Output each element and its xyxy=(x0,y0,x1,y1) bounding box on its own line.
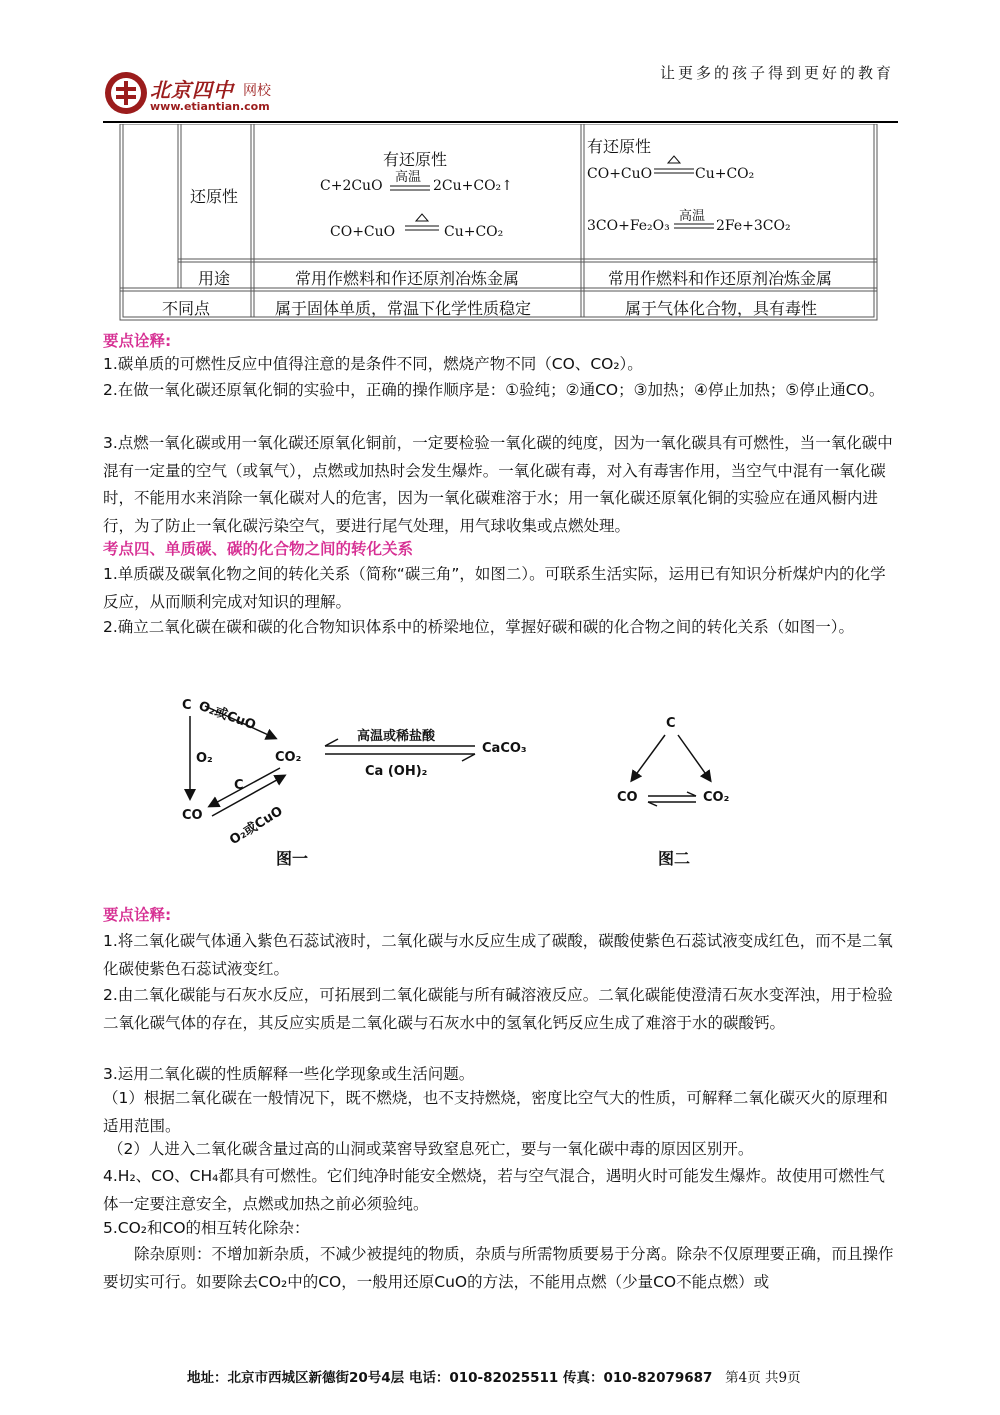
section3-p6: 4.H₂、CO、CH₄都具有可燃性。它们纯净时能安全燃烧，若与空气混合，遇明火时可能发生爆炸。故使用可燃性气体一定要注意安全，点燃或加热之前必须验纯。 xyxy=(103,1167,885,1213)
logo-url: www.etiantian.com xyxy=(150,100,270,113)
diff-right: 属于气体化合物，具有毒性 xyxy=(625,299,818,318)
fig2-c: C xyxy=(666,716,676,731)
right-eq2-product: 2Fe+3CO₂ xyxy=(716,218,791,234)
right-eq2-reactant: 3CO+Fe₂O₃ xyxy=(587,218,670,234)
section1-p3: 3.点燃一氧化碳或用一氧化碳还原氧化铜前，一定要检验一氧化碳的纯度，因为一氧化碳具有可燃性，当一氧化碳中混有一定量的空气（或氧气），点燃或加热时会发生爆炸。一氧化碳有毒，对入有毒害作用，当空气中混有一氧化碳时，不能用水来消除一氧化碳对人的危害，因为一氧化碳难溶于水；用一氧化碳还原氧化铜的实验应在通风橱内进行，为了防止一氧化碳污染空气，要进行尾气处理，用气球收集或点燃处理。 xyxy=(103,434,893,535)
section3-p4: （1）根据二氧化碳在一般情况下，既不燃烧，也不支持燃烧，密度比空气大的性质，可解释二氧化碳灭火的原理和适用范围。 xyxy=(103,1089,888,1135)
fig1-o2-or-cuo-bottom: O₂或CuO xyxy=(227,803,286,849)
section3-p2: 2.由二氧化碳能与石灰水反应，可拓展到二氧化碳能与所有碱溶液反应。二氧化碳能使澄清石灰水变浑浊，用于检验二氧化碳气体的存在，其反应实质是二氧化碳与石灰水中的氢氧化钙反应生成了难溶于水的碳酸钙。 xyxy=(103,986,893,1032)
figure2-caption: 图二 xyxy=(658,849,691,868)
fig2-co2: CO₂ xyxy=(703,790,730,805)
section1-heading: 要点诠释: xyxy=(103,332,172,350)
left-eq1-equals xyxy=(390,184,430,192)
figure1-caption: 图一 xyxy=(276,849,309,868)
fig1-o2-left: O₂ xyxy=(196,751,213,766)
slogan: 让更多的孩子得到更好的教育 xyxy=(660,64,895,82)
arrow-head-to-co2 xyxy=(325,739,338,746)
arrow-co2-to-co xyxy=(210,768,280,806)
fig1-high-temp-acid: 高温或稀盐酸 xyxy=(357,729,436,744)
section3-p8: 除杂原则：不增加新杂质，不减少被提纯的物质，杂质与所需物质要易于分离。除杂不仅原理要正确，而且操作要切实可行。如要除去CO₂中的CO，一般用还原CuO的方法，不能用点燃（少量CO不能点燃）或 xyxy=(103,1245,894,1291)
left-title: 有还原性 xyxy=(383,150,448,169)
section3-p1: 1.将二氧化碳气体通入紫色石蕊试液时，二氧化碳与水反应生成了碳酸，碳酸使紫色石蕊试液变成红色，而不是二氧化碳使紫色石蕊试液变红。 xyxy=(103,932,893,978)
footer-page: 第4页 共9页 xyxy=(725,1370,801,1386)
row-label-diff: 不同点 xyxy=(162,299,211,318)
footer-address: 地址：北京市西城区新德街20号4层 电话：010-82025511 传真：010-82079687 xyxy=(187,1370,713,1386)
fig1-c-mid: C xyxy=(234,778,244,793)
logo-name: 北京四中 xyxy=(150,78,234,102)
section1-p2: 2.在做一氧化碳还原氧化铜的实验中，正确的操作顺序是：①验纯；②通CO；③加热；④停止加热；⑤停止通CO。 xyxy=(103,381,885,399)
right-eq2-condition: 高温 xyxy=(679,209,706,224)
right-eq2-equals xyxy=(674,222,714,230)
logo-net: 网校 xyxy=(243,83,271,99)
right-eq1-product: Cu+CO₂ xyxy=(695,166,755,182)
section2-heading: 考点四、单质碳、碳的化合物之间的转化关系 xyxy=(103,540,414,558)
left-eq2-reactant: CO+CuO xyxy=(330,224,396,240)
left-eq1-reactant: C+2CuO xyxy=(320,178,383,194)
fig2-co: CO xyxy=(617,790,638,805)
arrow-head-to-caco3 xyxy=(462,754,475,761)
use-left: 常用作燃料和作还原剂冶炼金属 xyxy=(295,269,520,288)
section2-p2: 2.确立二氧化碳在碳和碳的化合物知识体系中的桥梁地位，掌握好碳和碳的化合物之间的转化关系（如图一）。 xyxy=(103,618,855,636)
diff-left: 属于固体单质，常温下化学性质稳定 xyxy=(275,299,532,318)
section3-p5: （2）人进入二氧化碳含量过高的山洞或菜窖导致窒息死亡，要与一氧化碳中毒的原因区别开。 xyxy=(108,1140,754,1158)
section1-p1: 1.碳单质的可燃性反应中值得注意的是条件不同，燃烧产物不同（CO、CO₂）。 xyxy=(103,355,643,373)
fig1-c: C xyxy=(182,698,192,713)
header-rule xyxy=(103,121,898,123)
right-title: 有还原性 xyxy=(587,137,652,156)
left-eq1-condition: 高温 xyxy=(395,170,422,185)
right-eq1-heat-equals xyxy=(654,154,694,176)
left-eq2-heat-equals xyxy=(405,212,439,234)
row-label-reducing: 还原性 xyxy=(190,187,239,206)
arrow-c-to-co-fig2 xyxy=(632,735,665,780)
fig1-co: CO xyxy=(182,808,203,823)
section3-heading: 要点诠释: xyxy=(103,906,172,924)
section3-p7: 5.CO₂和CO的相互转化除杂： xyxy=(103,1219,310,1237)
left-eq2-product: Cu+CO₂ xyxy=(444,224,504,240)
arrow-c-to-co2-fig2 xyxy=(678,735,710,780)
fig1-co2: CO₂ xyxy=(275,750,302,765)
fig1-o2-or-cuo-top: O₂或CuO xyxy=(196,698,258,734)
fig1-caco3: CaCO₃ xyxy=(482,741,527,756)
footer xyxy=(187,1366,801,1386)
use-right: 常用作燃料和作还原剂冶炼金属 xyxy=(608,269,833,288)
school-logo-icon xyxy=(103,70,149,116)
fig1-caoh2: Ca (OH)₂ xyxy=(365,764,428,779)
row-label-use: 用途 xyxy=(198,269,231,288)
section3-p3: 3.运用二氧化碳的性质解释一些化学现象或生活问题。 xyxy=(103,1065,475,1083)
left-eq1-product: 2Cu+CO₂↑ xyxy=(433,178,513,194)
section2-p1: 1.单质碳及碳氧化物之间的转化关系（简称“碳三角”，如图二）。可联系生活实际，运用已有知识分析煤炉内的化学反应，从而顺利完成对知识的理解。 xyxy=(103,565,886,611)
right-eq1-reactant: CO+CuO xyxy=(587,166,653,182)
